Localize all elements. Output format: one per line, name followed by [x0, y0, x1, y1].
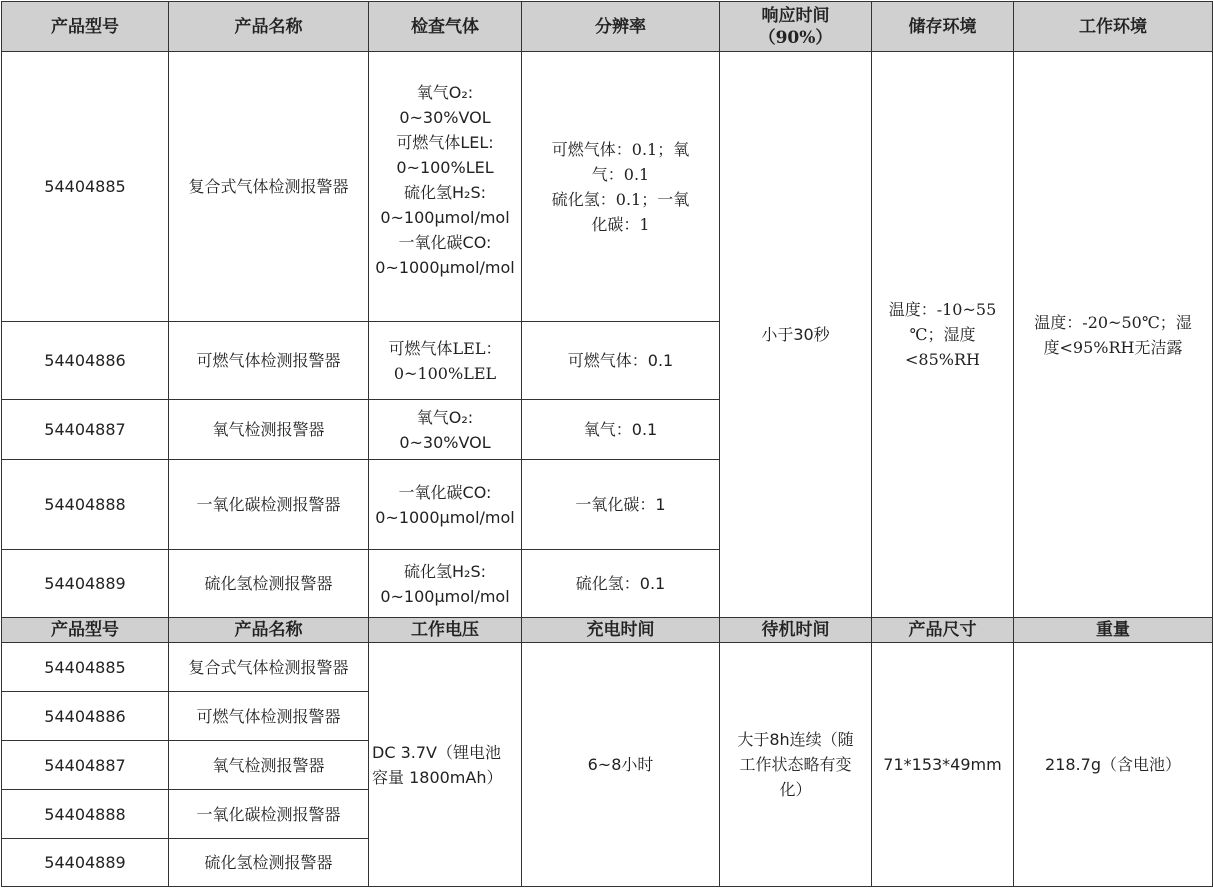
cell-name: 氧气检测报警器 [169, 400, 369, 460]
cell-name: 复合式气体检测报警器 [169, 643, 369, 692]
cell-model: 54404886 [2, 322, 169, 400]
table-row [2, 643, 1213, 692]
cell-name: 氧气检测报警器 [169, 741, 369, 790]
header-work: 工作环境 [1014, 2, 1213, 52]
cell-name: 一氧化碳检测报警器 [169, 790, 369, 839]
cell-resolution: 可燃气体：0.1 [522, 322, 720, 400]
power-header-row [2, 618, 1213, 643]
cell-name: 可燃气体检测报警器 [169, 692, 369, 741]
cell-model: 54404887 [2, 400, 169, 460]
cell-voltage: DC 3.7V（锂电池 容量 1800mAh） [369, 643, 522, 887]
cell-charge-time: 6~8小时 [522, 643, 720, 887]
cell-name: 一氧化碳检测报警器 [169, 460, 369, 550]
cell-storage-env: 温度：-10~55 ℃；湿度 <85%RH [872, 52, 1014, 618]
cell-work-env: 温度：-20~50℃；湿 度<95%RH无洁露 [1014, 52, 1213, 618]
cell-gas: 一氧化碳CO: 0~1000μmol/mol [369, 460, 522, 550]
cell-resolution: 硫化氢：0.1 [522, 550, 720, 618]
cell-gas: 氧气O₂: 0~30%VOL 可燃气体LEL: 0~100%LEL 硫化氢H₂S: 0~100μmol/mol 一氧化碳CO: 0~1000μmol/mol [369, 52, 522, 322]
cell-standby-time: 大于8h连续（随 工作状态略有变 化） [720, 643, 872, 887]
cell-response-time: 小于30秒 [720, 52, 872, 618]
header-weight: 重量 [1014, 618, 1213, 643]
header-size: 产品尺寸 [872, 618, 1014, 643]
header-response: 响应时间 （90%） [720, 2, 872, 52]
cell-name: 硫化氢检测报警器 [169, 550, 369, 618]
header-model: 产品型号 [2, 618, 169, 643]
cell-gas: 可燃气体LEL： 0~100%LEL [369, 322, 522, 400]
cell-model: 54404885 [2, 643, 169, 692]
cell-resolution: 可燃气体：0.1；氧 气：0.1 硫化氢：0.1；一氧 化碳：1 [522, 52, 720, 322]
spec-header-row [2, 2, 1213, 52]
header-name: 产品名称 [169, 2, 369, 52]
cell-gas: 硫化氢H₂S: 0~100μmol/mol [369, 550, 522, 618]
cell-model: 54404885 [2, 52, 169, 322]
cell-model: 54404888 [2, 790, 169, 839]
cell-name: 可燃气体检测报警器 [169, 322, 369, 400]
cell-model: 54404887 [2, 741, 169, 790]
header-model: 产品型号 [2, 2, 169, 52]
header-storage: 储存环境 [872, 2, 1014, 52]
cell-name: 复合式气体检测报警器 [169, 52, 369, 322]
cell-model: 54404888 [2, 460, 169, 550]
cell-model: 54404889 [2, 550, 169, 618]
cell-model: 54404889 [2, 839, 169, 887]
cell-model: 54404886 [2, 692, 169, 741]
cell-name: 硫化氢检测报警器 [169, 839, 369, 887]
header-resolution: 分辨率 [522, 2, 720, 52]
header-gas: 检查气体 [369, 2, 522, 52]
product-spec-table [1, 1, 1213, 887]
cell-gas: 氧气O₂: 0~30%VOL [369, 400, 522, 460]
cell-size: 71*153*49mm [872, 643, 1014, 887]
table-row [2, 52, 1213, 322]
header-name: 产品名称 [169, 618, 369, 643]
header-charge: 充电时间 [522, 618, 720, 643]
cell-resolution: 一氧化碳：1 [522, 460, 720, 550]
cell-weight: 218.7g（含电池） [1014, 643, 1213, 887]
header-standby: 待机时间 [720, 618, 872, 643]
header-voltage: 工作电压 [369, 618, 522, 643]
cell-resolution: 氧气：0.1 [522, 400, 720, 460]
